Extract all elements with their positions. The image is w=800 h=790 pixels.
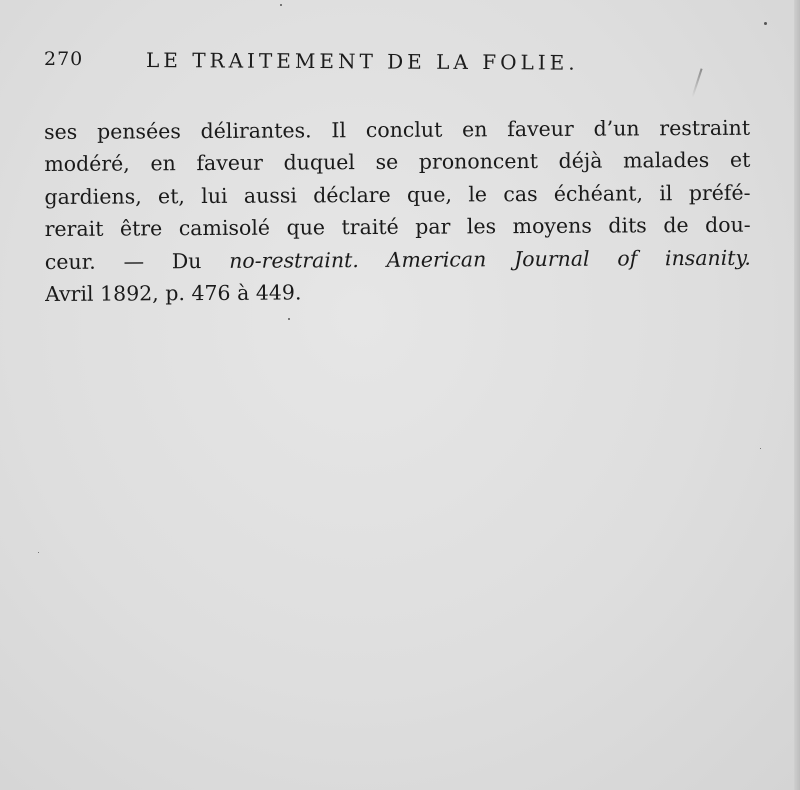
running-title: LE TRAITEMENT DE LA FOLIE. (145, 48, 579, 75)
paper-speck (764, 22, 767, 25)
journal-name: American Journal of insanity. (386, 245, 751, 272)
paper-speck (760, 448, 761, 449)
page-edge (794, 0, 800, 790)
text-line: Avril 1892, p. 476 à 449. (45, 280, 302, 306)
body-paragraph (44, 112, 751, 311)
page-header (44, 44, 724, 80)
citation-title: no-restraint. (229, 247, 359, 273)
text-line: gardiens, et, lui aussi déclare que, le cas échéant, il préfé- (44, 180, 751, 209)
text-line (45, 241, 751, 278)
paper-speck (288, 318, 290, 320)
page-number: 270 (44, 48, 84, 70)
text-line: ses pensées délirantes. Il conclut en faveur d’un restraint (44, 115, 751, 144)
citation-prefix: ceur. — Du (44, 248, 230, 274)
paper-speck (280, 4, 282, 6)
text-line: rerait être camisolé que traité par les moyens dits de dou- (44, 212, 751, 242)
citation-space (359, 247, 387, 271)
text-line: modéré, en faveur duquel se prononcent déjà malades et (44, 148, 751, 177)
paper-speck (38, 552, 39, 553)
